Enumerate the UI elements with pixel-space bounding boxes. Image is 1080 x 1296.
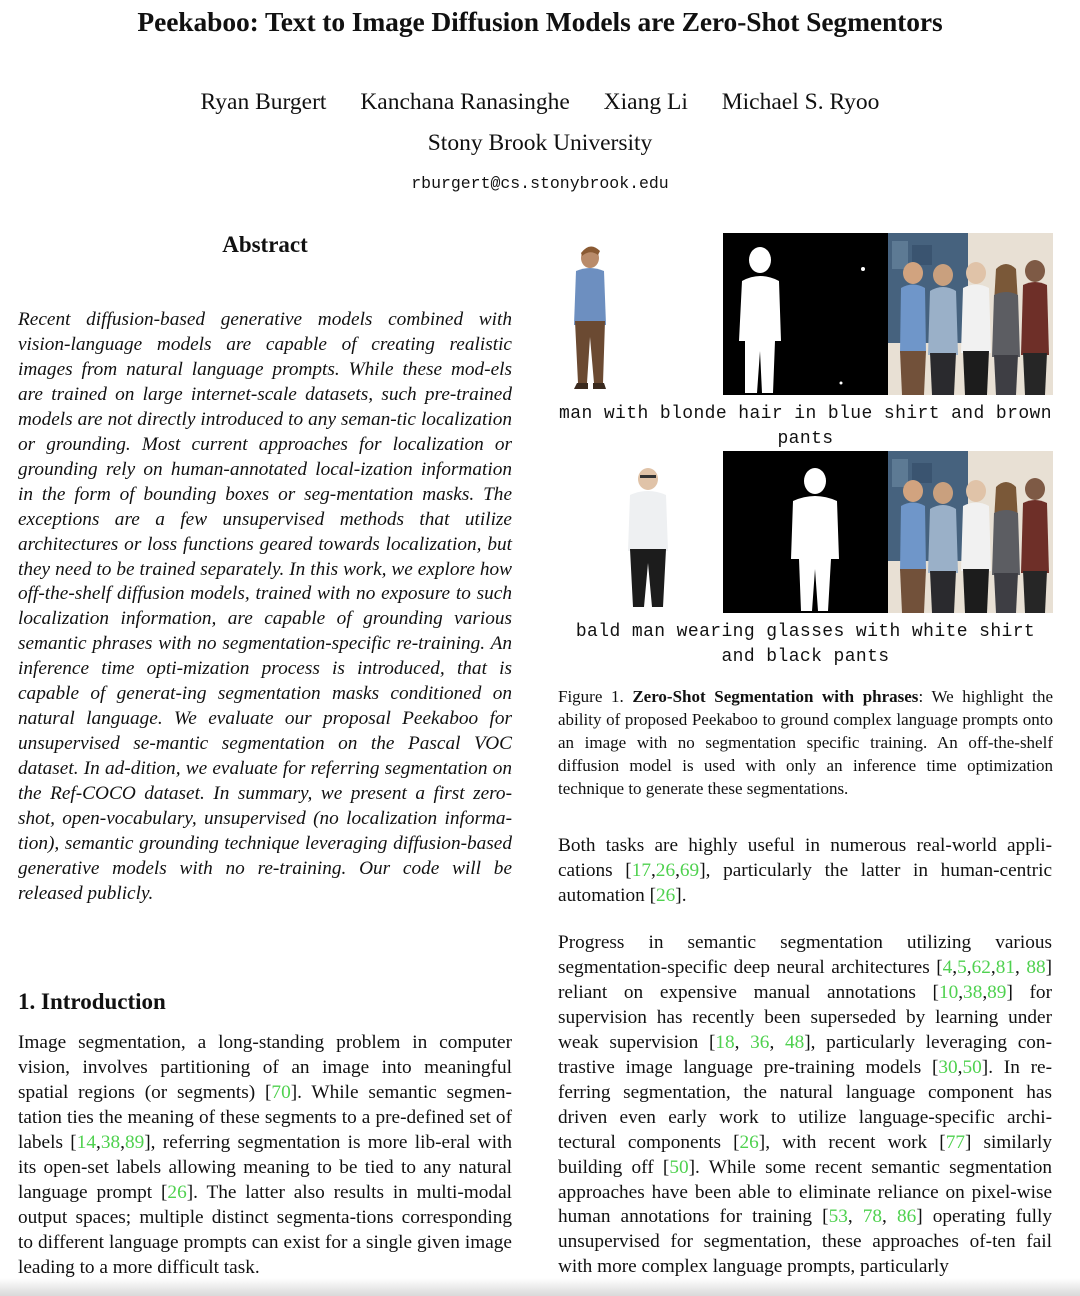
citation-link[interactable]: 5 [957,956,967,978]
citation-link[interactable]: 30 [938,1056,958,1078]
paragraph-text: , [675,859,680,881]
citation-link[interactable]: 10 [938,981,959,1003]
citation-link[interactable]: 38 [100,1131,121,1153]
paragraph-text: , [847,1206,863,1228]
citation-link[interactable]: 69 [679,859,700,881]
paragraph-text: ]. The latter also results in multi-modal output spaces; multiple distinct segmenta-tions corresponding to different language prompts can exist for a single given image leading to a more difficult task. [18,1181,512,1278]
author-name: Ryan Burgert [200,89,327,115]
citation-link[interactable]: 89 [987,981,1007,1003]
intro-paragraph-3 [558,931,1052,1280]
paragraph-text: , [734,1031,751,1053]
paragraph-text: ], particularly the latter in human-centric automation [ [558,859,1053,906]
abstract-body: Recent diffusion-based generative models combined with vision-language models are capable of creating realistic images from natural language prompts. While these mod-els are trained on large internet-scale datasets, such pre-trained models are not directly introduced to any seman-tic localization or grounding. Most current approaches for localization or grounding rely on human-annotated local-ization information in the form of bounding boxes or seg-mentation masks. The exceptions are a few unsupervised methods that utilize architectures or loss functions geared towards localization, but they need to be trained separately. In this work, we explore how off-the-shelf diffusion models, trained with no exposure to such localization information, are capable of grounding various semantic phrases with no segmentation-specific re-training. An inference time opti-mization process is introduced, that is capable of generat-ing segmentation masks conditioned on natural language. We evaluate our proposal Peekaboo for unsupervised se-mantic segmentation on the Pascal VOC dataset. In ad-dition, we evaluate for referring segmentation on the Ref-COCO dataset. In summary, we present a first zero-shot, open-vocabulary, unsupervised (no localization informa-tion), semantic grounding technique leveraging diffusion-based generative models with no re-training. Our code will be released publicly. [18,309,512,904]
citation-link[interactable]: 77 [945,1131,965,1153]
author-email: rburgert@cs.stonybrook.edu [411,174,669,193]
paragraph-text: , [952,956,958,978]
paragraph-text: , [966,956,972,978]
paragraph-text: ] similarly building off [ [558,1131,1052,1178]
citation-link[interactable]: 53 [828,1206,848,1228]
citation-link[interactable]: 36 [750,1031,770,1053]
intro-paragraph-1 [18,1031,512,1281]
paragraph-text: Image segmentation, a long-standing problem in computer vision, involves partitioning of an image into meaningful spatial regions (or segments) [ [18,1032,512,1103]
paragraph-text: , [882,1206,897,1228]
citation-link[interactable]: 26 [167,1181,187,1203]
introduction-heading: 1. Introduction [18,989,166,1014]
segmentation-mask-image [723,233,888,395]
paragraph-text: ]. [675,884,687,906]
page-bottom-fade [0,1278,1080,1296]
paragraph-text: , [120,1131,125,1153]
paragraph-text: ], referring segmentation is more lib-eral with its open-set labels allowing meaning to be tied to any natural language prompt [ [18,1131,512,1203]
paragraph-text: Both tasks are highly useful in numerous real-world appli-cations [ [558,835,1052,881]
paragraph-text: , [650,859,656,881]
author-name: Michael S. Ryoo [721,89,880,115]
citation-link[interactable]: 50 [669,1156,689,1178]
paragraph-text: ], with recent work [ [758,1131,946,1153]
paragraph-text: , [957,1056,963,1078]
figure-row-1 [558,233,1053,395]
figure-row-2 [558,451,1053,613]
original-photo-image [888,451,1053,613]
paragraph-text: , [958,981,964,1003]
citation-link[interactable]: 70 [271,1081,291,1103]
paragraph-text: ] operating fully unsupervised for segmentation, these approaches of-ten fail with more complex language prompts, particularly [558,1206,1053,1278]
citation-link[interactable]: 78 [862,1206,883,1228]
paragraph-text: ], particularly leveraging con-trastive image language pre-training models [ [558,1031,1052,1078]
citation-link[interactable]: 26 [739,1131,759,1153]
segmentation-mask-image [723,451,888,613]
paper-title: Peekaboo: Text to Image Diffusion Models are Zero-Shot Segmentors [137,6,943,37]
citation-link[interactable]: 48 [784,1031,805,1053]
author-list [0,89,1080,116]
caption-title: Zero-Shot Segmentation with phrases [632,687,919,706]
citation-link[interactable]: 81 [995,956,1015,978]
caption-label: Figure 1. [558,687,624,706]
abstract-heading: Abstract [222,232,308,257]
author-name: Xiang Li [603,89,688,115]
paragraph-text: , [990,956,996,978]
citation-link[interactable]: 86 [896,1206,917,1228]
author-name: Kanchana Ranasinghe [360,89,570,115]
citation-link[interactable]: 88 [1026,956,1046,978]
segmented-cutout-image [558,451,723,613]
citation-link[interactable]: 26 [656,884,676,906]
intro-paragraph-2 [558,834,1052,909]
paragraph-text: ] for supervision has recently been superseded by learning under weak supervision [ [558,981,1052,1053]
caption-text: : We highlight the ability of proposed Peekaboo to ground complex language prompts onto an image with no segmentation specific training. An off-the-shelf diffusion model is used with only an inference time optimization technique to generate these segmentations. [558,687,1053,799]
figure-prompt-1: man with blonde hair in blue shirt and brown pants [559,404,1052,449]
figure-caption [558,685,1053,800]
paragraph-text: ]. In re-ferring segmentation, the natural language component has driven even early work to utilize language-specific archi-tectural components [ [558,1056,1053,1153]
citation-link[interactable]: 38 [963,981,983,1003]
paragraph-text: , [769,1031,785,1053]
citation-link[interactable]: 17 [631,859,651,881]
figure-prompt-2: bald man wearing glasses with white shirt and black pants [575,622,1036,667]
paragraph-text: , [982,981,988,1003]
paragraph-text: , [96,1131,101,1153]
citation-link[interactable]: 50 [962,1056,982,1078]
affiliation: Stony Brook University [427,130,653,156]
paragraph-text: ]. While semantic segmen-tation ties the meaning of these segments to a pre-defined set of labels [ [18,1081,512,1153]
paragraph-text: ] reliant on expensive manual annotations [ [558,956,1053,1003]
citation-link[interactable]: 14 [76,1131,96,1153]
citation-link[interactable]: 62 [971,956,991,978]
segmented-cutout-image [558,233,723,395]
original-photo-image [888,233,1053,395]
citation-link[interactable]: 89 [124,1131,145,1153]
citation-link[interactable]: 26 [655,859,676,881]
paragraph-text: ]. While some recent semantic segmentation approaches have been able to eliminate reliance on pixel-wise human annotations for training [ [558,1156,1052,1228]
citation-link[interactable]: 18 [715,1031,735,1053]
paragraph-text: , [1014,956,1027,978]
paragraph-text: Progress in semantic segmentation utilizing various segmentation-specific deep neural architectures [ [558,932,1052,978]
citation-link[interactable]: 4 [942,956,953,978]
